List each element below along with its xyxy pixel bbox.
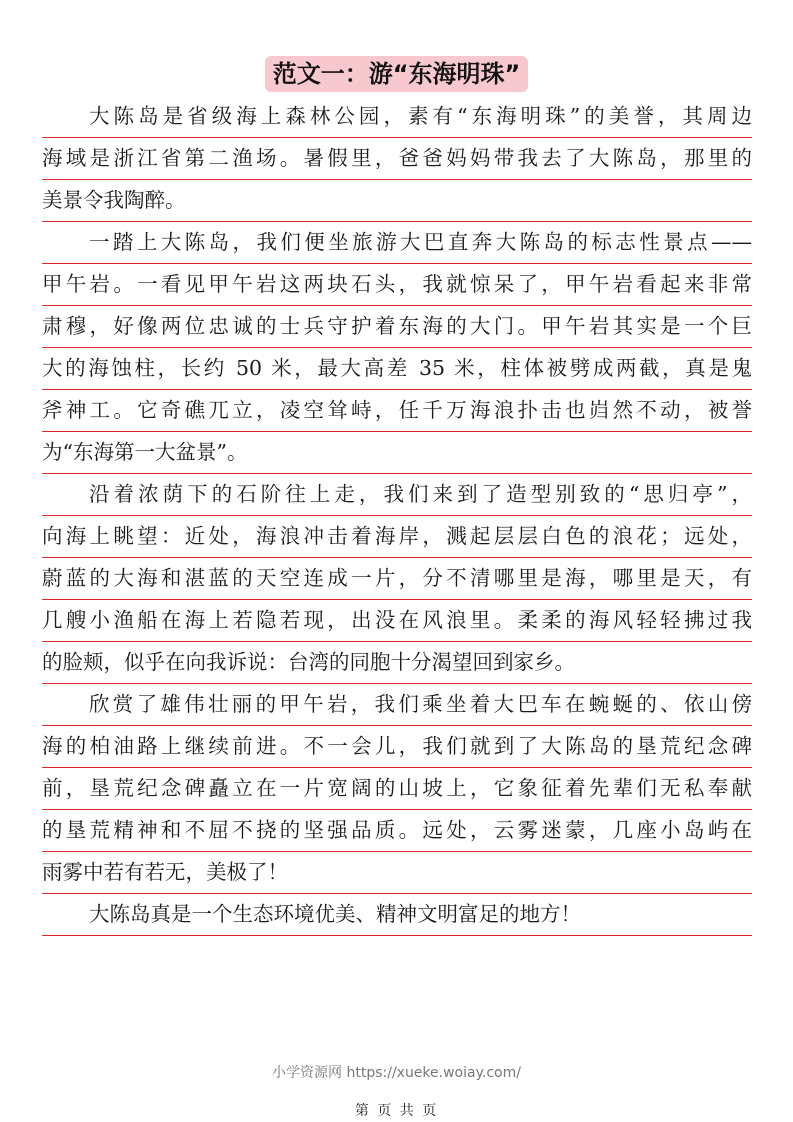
- text-line: 一踏上大陈岛，我们便坐旅游大巴直奔大陈岛的标志性景点——: [42, 222, 752, 264]
- text-line: 的脸颊，似乎在向我诉说：台湾的同胞十分渴望回到家乡。: [42, 642, 752, 684]
- paragraph: [42, 474, 752, 684]
- text-line: 大陈岛真是一个生态环境优美、精神文明富足的地方！: [42, 894, 752, 936]
- text-line: 蔚蓝的大海和湛蓝的天空连成一片，分不清哪里是海，哪里是天，有: [42, 558, 752, 600]
- text-line: 为“东海第一大盆景”。: [42, 432, 752, 474]
- paragraph: [42, 894, 752, 936]
- paragraph: [42, 684, 752, 894]
- title-container: [0, 56, 793, 92]
- text-line: 大的海蚀柱，长约 50 米，最大高差 35 米，柱体被劈成两截，真是鬼: [42, 348, 752, 390]
- text-line: 雨雾中若有若无，美极了！: [42, 852, 752, 894]
- text-line: 的垦荒精神和不屈不挠的坚强品质。远处，云雾迷蒙，几座小岛屿在: [42, 810, 752, 852]
- essay-body: [42, 96, 752, 936]
- footer-page-number: 第 页 共 页: [354, 1103, 439, 1119]
- text-line: 沿着浓荫下的石阶往上走，我们来到了造型别致的“思归亭”，: [42, 474, 752, 516]
- paragraph: [42, 222, 752, 474]
- text-line: 海的柏油路上继续前进。不一会儿，我们就到了大陈岛的垦荒纪念碑: [42, 726, 752, 768]
- essay-title: 范文一：游“东海明珠”: [265, 56, 529, 92]
- text-line: 欣赏了雄伟壮丽的甲午岩，我们乘坐着大巴车在蜿蜒的、依山傍: [42, 684, 752, 726]
- footer-source: 小学资源网 https://xueke.woiay.com/: [272, 1065, 521, 1081]
- paragraph: [42, 96, 752, 222]
- text-line: 前，垦荒纪念碑矗立在一片宽阔的山坡上，它象征着先辈们无私奉献: [42, 768, 752, 810]
- text-line: 美景令我陶醉。: [42, 180, 752, 222]
- text-line: 甲午岩。一看见甲午岩这两块石头，我就惊呆了，甲午岩看起来非常: [42, 264, 752, 306]
- text-line: 肃穆，好像两位忠诚的士兵守护着东海的大门。甲午岩其实是一个巨: [42, 306, 752, 348]
- text-line: 大陈岛是省级海上森林公园，素有“东海明珠”的美誉，其周边: [42, 96, 752, 138]
- text-line: 几艘小渔船在海上若隐若现，出没在风浪里。柔柔的海风轻轻拂过我: [42, 600, 752, 642]
- text-line: 斧神工。它奇礁兀立，凌空耸峙，任千万海浪扑击也岿然不动，被誉: [42, 390, 752, 432]
- text-line: 向海上眺望：近处，海浪冲击着海岸，溅起层层白色的浪花；远处，: [42, 516, 752, 558]
- text-line: 海域是浙江省第二渔场。暑假里，爸爸妈妈带我去了大陈岛，那里的: [42, 138, 752, 180]
